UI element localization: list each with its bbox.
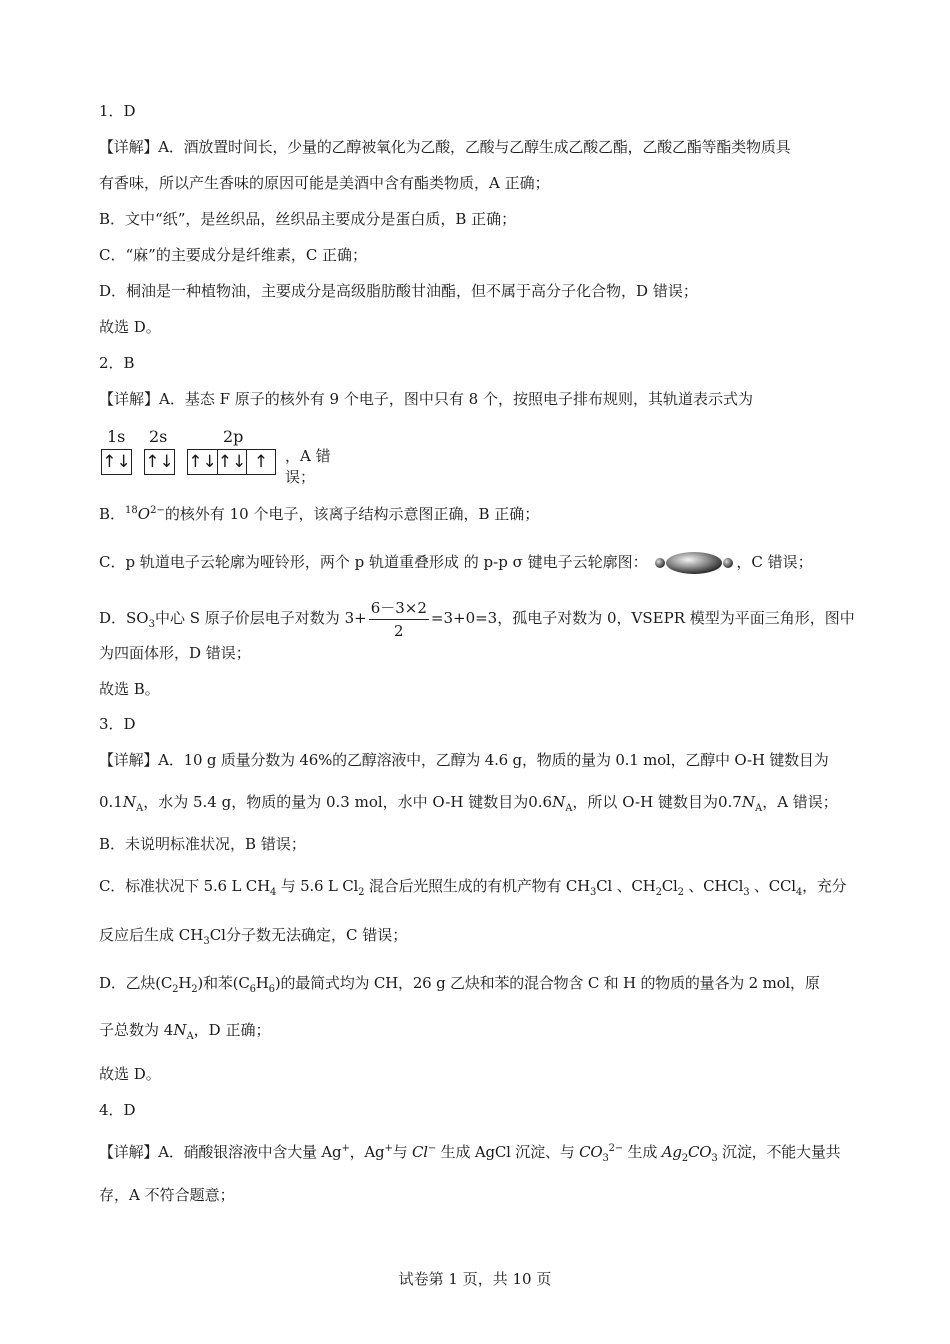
q1-detail-c: C．“麻”的主要成分是纤维素，C 正确；: [99, 246, 368, 264]
page-footer: 试卷第 1 页，共 10 页: [398, 1270, 552, 1288]
isotope-mass: 18: [125, 505, 138, 516]
q3-detail-b: B．未说明标准状况，B 错误；: [99, 835, 306, 853]
q1-detail-a-line2: 有香味，所以产生香味的原因可能是美酒中含有酯类物质，A 正确；: [99, 174, 550, 192]
orbital-cell: ↑: [246, 450, 275, 474]
orbital-verdict: ，A 错误；: [285, 447, 331, 486]
q2-detail-a: 【详解】A．基态 F 原子的核外有 9 个电子，图中只有 8 个，按照电子排布规则，其轨道表示式为: [99, 390, 753, 408]
orbital-cell: ↑↓: [217, 452, 247, 472]
q3-detail-a-line2: $0.1N_A$，水为 5.4 g，物质的量为 0.3 mol，水中 O-H 键数目为$0.6N_A$，所以 O-H 键数目为$0.7N_A$，A 错误；: [99, 793, 838, 814]
q3-answer: 3．D: [99, 715, 136, 733]
q1-detail-b: B．文中“纸”，是丝织品，丝织品主要成分是蛋白质，B 正确；: [99, 210, 517, 228]
ion-charge: 2−: [150, 505, 165, 516]
q2-detail-d-line2: 为四面体形，D 错误；: [99, 644, 251, 662]
q3-detail-c-line2: 反应后生成 $CH_3Cl$分子数无法确定，C 错误；: [99, 926, 408, 947]
q4-detail-a-line2: 存，A 不符合题意；: [99, 1186, 235, 1204]
orbital-label-1s: 1s: [107, 427, 126, 446]
q3-conclusion: 故选 D。: [99, 1065, 161, 1083]
q3-detail-a-line1: 【详解】A．10 g 质量分数为 46%的乙醇溶液中，乙醇为 4.6 g，物质的量为 0.1 mol，乙醇中 O-H 键数目为: [99, 751, 829, 769]
orbital-diagram: [99, 425, 359, 486]
sigma-bond-cloud-icon: [652, 551, 736, 575]
electron-pair-fraction: $\frac{6-3\times 2}{2}$: [370, 598, 427, 640]
q2-answer: 2．B: [99, 354, 135, 372]
q2-detail-c: C．p 轨道电子云轮廓为哑铃形，两个 p 轨道重叠形成 的 p-p σ 键电子云轮廓图： ，C 错误；: [99, 551, 854, 575]
orbital-box-2p: [187, 449, 276, 475]
q1-answer: 1．D: [99, 102, 136, 120]
q2-detail-b: B．$^{18}O^{2-}$的核外有 10 个电子，该离子结构示意图正确，B 正确；: [99, 505, 540, 523]
orbital-box-1s: [101, 449, 132, 475]
q4-answer: 4．D: [99, 1101, 136, 1119]
q1-conclusion: 故选 D。: [99, 318, 161, 336]
orbital-label-2p: 2p: [223, 427, 244, 446]
q3-detail-d-line2: 子总数为 $4N_A$，D 正确；: [99, 1021, 271, 1042]
oxygen-symbol: O: [137, 505, 151, 523]
q1-detail-a-line1: 【详解】A．酒放置时间长，少量的乙醇被氧化为乙酸，乙酸与乙醇生成乙酸乙酯，乙酸乙酯等酯类物质具: [99, 138, 791, 156]
orbital-cell: ↑↓: [145, 452, 174, 472]
q2-detail-d-line1: D．$SO_3$中心 S 原子价层电子对数为 3+ $\frac{6-3\times 2}{2}$ =3+0=3，孤电子对数为 0，VSEPR 模型为平面三角形，图中: [99, 598, 855, 640]
q1-detail-d: D．桐油是一种植物油，主要成分是高级脂肪酸甘油酯，但不属于高分子化合物，D 错误；: [99, 282, 698, 300]
q4-detail-a-line1: 【详解】A．硝酸银溶液中含大量 Ag+，Ag+与 Cl− 生成 AgCl 沉淀、与 $CO_3^{2-}$ 生成 $Ag_2CO_3$ 沉淀，不能大量共: [99, 1143, 841, 1164]
orbital-box-2s: [144, 449, 175, 475]
q3-detail-c-line1: C．标准状况下 5.6 L $CH_4$ 与 5.6 L $Cl_2$ 混合后光照生成的有机产物有 $CH_3Cl$ 、$CH_2Cl_2$ 、CHCl$_3$ 、CCl$_4$，充分: [99, 877, 847, 898]
orbital-label-2s: 2s: [149, 427, 168, 446]
q3-detail-d-line1: D．乙炔$(C_2H_2)$和苯$(C_6H_6)$的最简式均为 CH，26 g 乙炔和苯的混合物含 C 和 H 的物质的量各为 2 mol，原: [99, 974, 820, 995]
q2-conclusion: 故选 B。: [99, 680, 160, 698]
orbital-cell: ↑↓: [188, 452, 217, 472]
orbital-cell: ↑↓: [102, 452, 131, 472]
